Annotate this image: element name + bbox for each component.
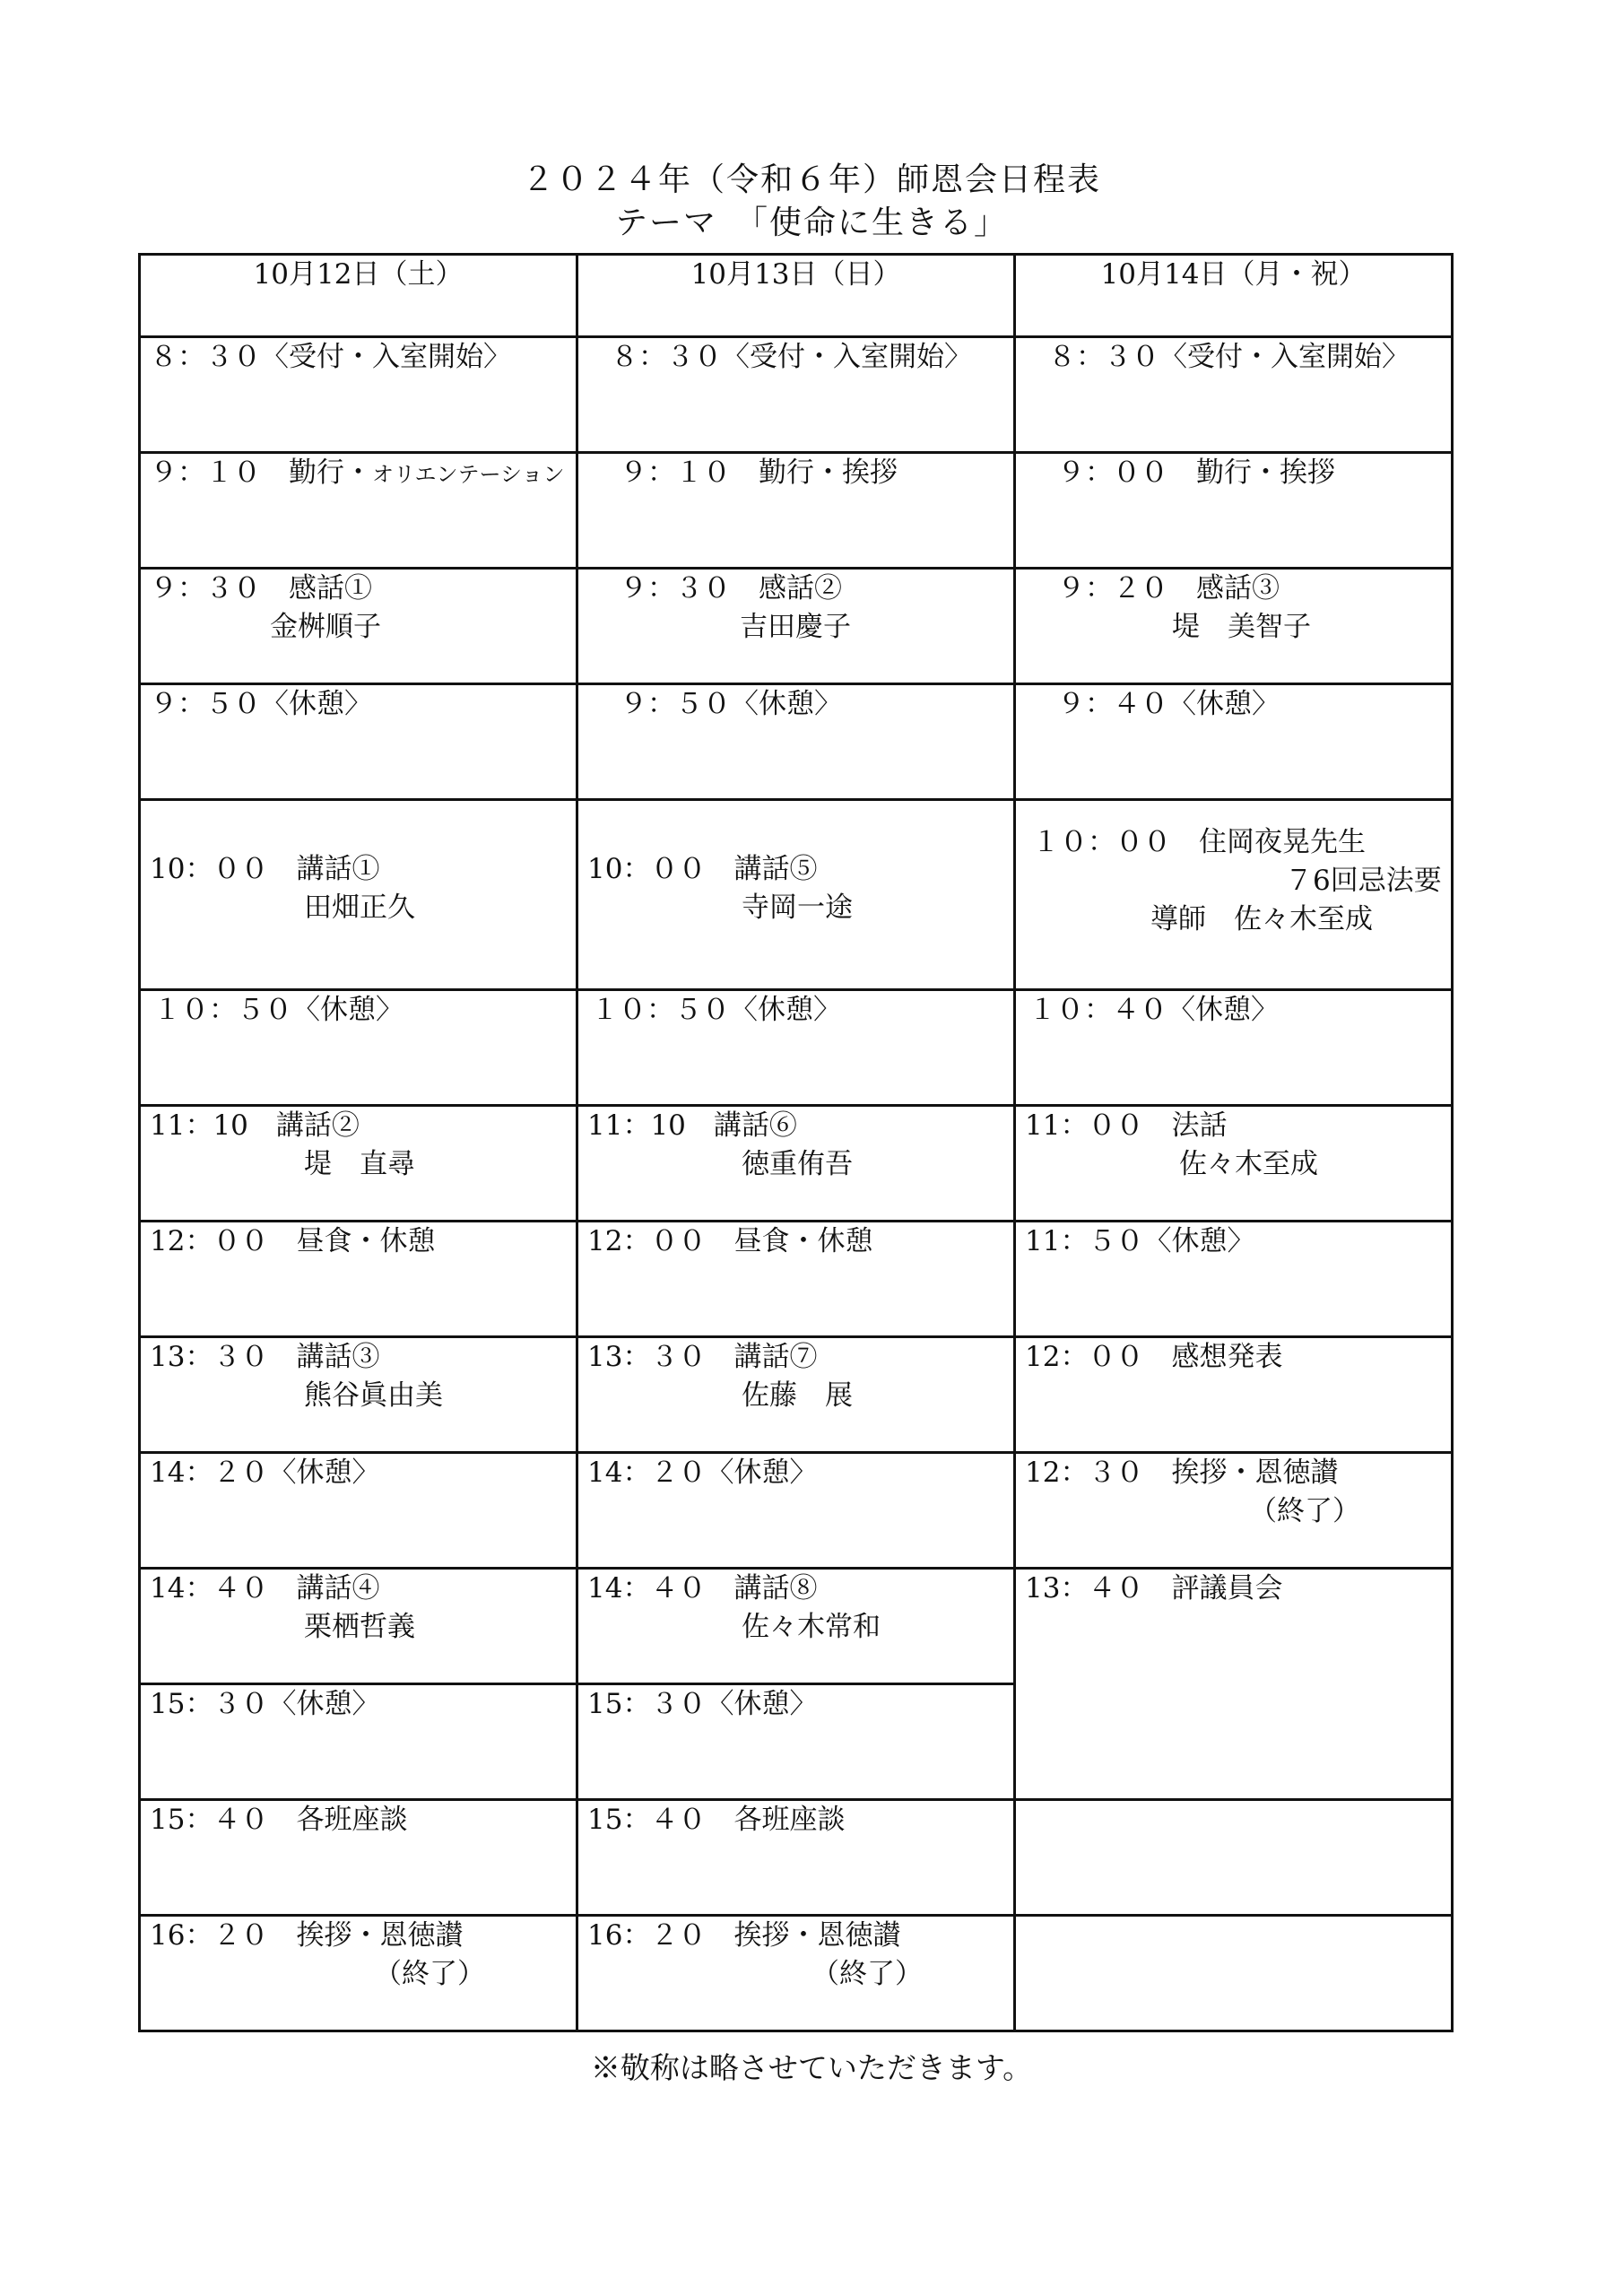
schedule-cell: ９：４０〈休憩〉: [1015, 684, 1453, 800]
end-marker: （終了）: [812, 1958, 923, 1990]
schedule-entry: 14：４０ 講話④: [150, 1572, 380, 1605]
schedule-cell: 14：２０〈休憩〉: [140, 1453, 577, 1569]
footnote: ※敬称は略させていただきます。: [590, 2050, 1033, 2085]
schedule-entry: 11：10 講話⑥: [587, 1109, 797, 1142]
schedule-row: [140, 337, 1453, 453]
schedule-cell: 15：４０ 各班座談: [577, 1800, 1015, 1916]
speaker-name: 佐々木至成: [1179, 1148, 1318, 1180]
schedule-cell: [140, 569, 577, 684]
schedule-entry: ９：２０ 感話③: [1057, 572, 1280, 604]
schedule-cell: ９：５０〈休憩〉: [577, 684, 1015, 800]
schedule-cell: １０：５０〈休憩〉: [577, 990, 1015, 1106]
schedule-cell: ８：３０〈受付・入室開始〉: [577, 337, 1015, 453]
schedule-entry: 12：３０ 挨拶・恩徳讃: [1025, 1457, 1339, 1489]
schedule-cell: [140, 1569, 577, 1684]
schedule-entry: 14：４０ 講話⑧: [587, 1572, 818, 1605]
schedule-row: [140, 569, 1453, 684]
schedule-row: [140, 1222, 1453, 1337]
schedule-cell: ９：００ 勤行・挨拶: [1015, 453, 1453, 569]
document-title: ２０２４年（令和６年）師恩会日程表: [521, 161, 1101, 198]
schedule-cell-empty: [1015, 1916, 1453, 2031]
schedule-entry: 13：３０ 講話③: [150, 1341, 380, 1373]
schedule-cell: [140, 800, 577, 990]
schedule-cell: [1015, 1106, 1453, 1222]
schedule-entry: ９：３０ 感話①: [150, 572, 372, 604]
schedule-entry: ９：３０ 感話②: [620, 572, 842, 604]
schedule-entry-small: オリエンテーション: [372, 462, 565, 487]
schedule-cell: [140, 1916, 577, 2031]
schedule-row: [140, 800, 1453, 990]
day-header-oct13: 10月13日（日）: [577, 255, 1015, 337]
speaker-name: 徳重侑吾: [742, 1148, 853, 1180]
schedule-entry: １０：００ 住岡夜晃先生: [1032, 826, 1366, 858]
officiant-name: 導師 佐々木至成: [1150, 903, 1373, 935]
schedule-cell: ８：３０〈受付・入室開始〉: [140, 337, 577, 453]
schedule-cell: [140, 1337, 577, 1453]
speaker-name: 寺岡一途: [742, 891, 853, 924]
speaker-name: 栗栖哲義: [304, 1611, 415, 1643]
schedule-cell: [577, 800, 1015, 990]
day-header-oct14: 10月14日（月・祝）: [1015, 255, 1453, 337]
schedule-cell: [577, 1569, 1015, 1684]
schedule-cell: １０：５０〈休憩〉: [140, 990, 577, 1106]
schedule-entry: 11：００ 法話: [1025, 1109, 1228, 1142]
schedule-row: [140, 453, 1453, 569]
day-header-oct12: 10月12日（土）: [140, 255, 577, 337]
schedule-cell: 12：００ 昼食・休憩: [577, 1222, 1015, 1337]
end-marker: （終了）: [374, 1958, 485, 1990]
speaker-name: 堤 直尋: [304, 1148, 415, 1180]
schedule-cell: ９：１０ 勤行・挨拶: [577, 453, 1015, 569]
schedule-cell: [1015, 1337, 1453, 1453]
schedule-cell: [140, 453, 577, 569]
schedule-cell: [140, 1106, 577, 1222]
end-marker: （終了）: [1249, 1495, 1360, 1527]
schedule-row: [140, 1106, 1453, 1222]
speaker-name: 堤 美智子: [1172, 611, 1311, 643]
schedule-entry: 12：００ 感想発表: [1025, 1341, 1283, 1373]
schedule-entry: 10：００ 講話⑤: [587, 853, 818, 885]
schedule-entry: 16：２０ 挨拶・恩徳讃: [587, 1919, 901, 1952]
theme-line: テーマ 「使命に生きる」: [614, 204, 1008, 241]
schedule-row: [140, 1453, 1453, 1569]
schedule-cell: 11：５０〈休憩〉: [1015, 1222, 1453, 1337]
schedule-cell: [1015, 569, 1453, 684]
schedule-entry: ９：１０ 勤行・: [150, 457, 372, 489]
schedule-row: [140, 990, 1453, 1106]
schedule-cell-empty: [1015, 1800, 1453, 1916]
schedule-cell: 15：３０〈休憩〉: [577, 1684, 1015, 1800]
schedule-cell: [1015, 1453, 1453, 1569]
schedule-entry: 16：２０ 挨拶・恩徳讃: [150, 1919, 464, 1952]
schedule-cell: [577, 569, 1015, 684]
schedule-cell: ８：３０〈受付・入室開始〉: [1015, 337, 1453, 453]
speaker-name: 田畑正久: [304, 891, 415, 924]
speaker-name: 熊谷眞由美: [304, 1379, 443, 1412]
speaker-name: 金桝順子: [270, 611, 381, 643]
schedule-cell: 12：００ 昼食・休憩: [140, 1222, 577, 1337]
schedule-cell: [577, 1337, 1015, 1453]
schedule-cell: １０：４０〈休憩〉: [1015, 990, 1453, 1106]
speaker-name: 佐藤 展: [742, 1379, 853, 1412]
schedule-entry: 10：００ 講話①: [150, 853, 380, 885]
header-row: [140, 255, 1453, 337]
schedule-cell: 15：３０〈休憩〉: [140, 1684, 577, 1800]
speaker-name: 佐々木常和: [742, 1611, 881, 1643]
schedule-cell: [577, 1916, 1015, 2031]
schedule-cell: [1015, 800, 1453, 990]
schedule-cell: ９：５０〈休憩〉: [140, 684, 577, 800]
schedule-entry: 13：３０ 講話⑦: [587, 1341, 818, 1373]
schedule-table: [138, 253, 1454, 2032]
schedule-row: [140, 1569, 1453, 1684]
speaker-name: 吉田慶子: [740, 611, 851, 643]
schedule-row: [140, 1800, 1453, 1916]
schedule-cell: 14：２０〈休憩〉: [577, 1453, 1015, 1569]
schedule-row: [140, 1916, 1453, 2031]
schedule-cell: 15：４０ 各班座談: [140, 1800, 577, 1916]
schedule-cell: [577, 1106, 1015, 1222]
schedule-entry: 11：10 講話②: [150, 1109, 360, 1142]
schedule-row: [140, 684, 1453, 800]
schedule-cell-merged: 13：４０ 評議員会: [1015, 1569, 1453, 1800]
schedule-entry-detail: ７6回忌法要: [1285, 865, 1442, 897]
schedule-row: [140, 1337, 1453, 1453]
